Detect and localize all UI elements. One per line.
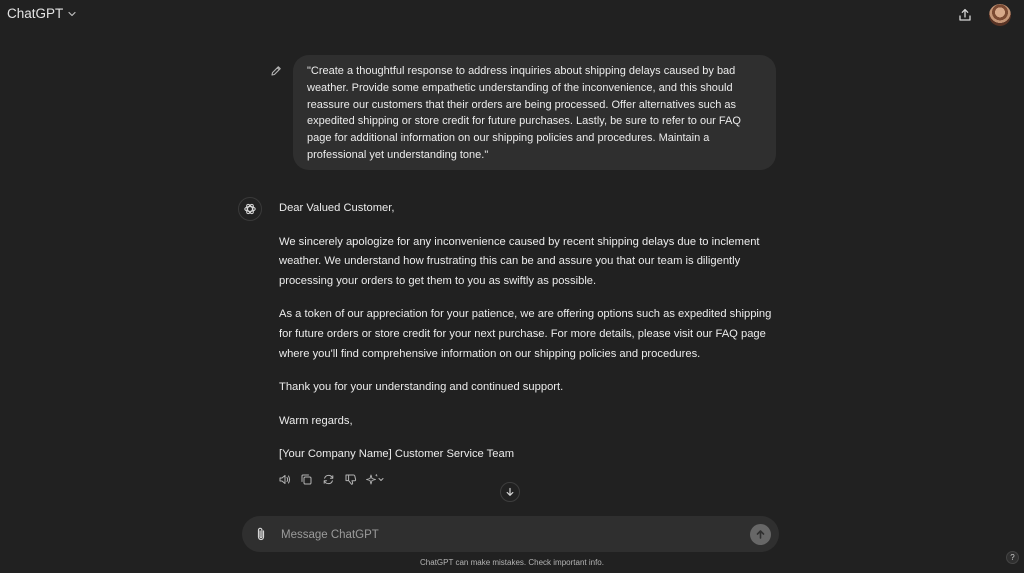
pencil-icon xyxy=(269,64,283,78)
message-actions xyxy=(277,472,385,486)
message-composer xyxy=(242,516,779,552)
user-message-text: "Create a thoughtful response to address inquiries about shipping delays caused by bad weather. Provide some empathetic understanding of the inconvenience, and this should reassure our customers that their orders are being processed. Offer alternatives such as expedited shipping or store credit for future purchases. Lastly, be sure to refer to our FAQ page for additional information on our shipping policies and procedures. Maintain a professional yet understanding tone." xyxy=(307,65,741,161)
send-button[interactable] xyxy=(750,524,771,545)
assistant-paragraph: As a token of our appreciation for your patience, we are offering options such as expedited shipping for future orders or store credit for your next purchase. For more details, please visit our FAQ page where you'll find comprehensive information on our shipping policies and procedures. xyxy=(279,308,772,360)
edit-message-button[interactable] xyxy=(269,64,283,78)
disclaimer-text: ChatGPT can make mistakes. Check important info. xyxy=(420,558,604,567)
dislike-button[interactable] xyxy=(343,472,357,486)
assistant-signature: [Your Company Name] Customer Service Team xyxy=(279,448,515,461)
thumbs-down-icon xyxy=(344,473,357,486)
copy-button[interactable] xyxy=(299,472,313,486)
top-bar xyxy=(0,0,1024,32)
paperclip-icon xyxy=(254,526,268,542)
scroll-to-bottom-button[interactable] xyxy=(500,482,520,502)
attach-button[interactable] xyxy=(252,525,270,543)
model-name: ChatGPT xyxy=(7,6,64,21)
model-picker[interactable] xyxy=(7,6,77,21)
assistant-greeting: Dear Valued Customer, xyxy=(279,202,395,214)
arrow-up-icon xyxy=(755,529,766,540)
regenerate-button[interactable] xyxy=(321,472,335,486)
share-icon xyxy=(958,8,972,22)
user-message-bubble xyxy=(293,55,776,170)
copy-icon xyxy=(300,473,313,486)
assistant-paragraph: Thank you for your understanding and continued support. xyxy=(279,381,564,394)
chevron-down-icon xyxy=(67,9,77,19)
read-aloud-button[interactable] xyxy=(277,472,291,486)
arrow-down-icon xyxy=(505,487,515,497)
message-input[interactable] xyxy=(279,524,713,546)
change-model-button[interactable] xyxy=(365,472,385,486)
sparkle-icon xyxy=(365,473,385,486)
assistant-message xyxy=(279,199,774,479)
share-button[interactable] xyxy=(956,6,974,24)
speaker-icon xyxy=(278,473,291,486)
refresh-icon xyxy=(322,473,335,486)
user-avatar[interactable] xyxy=(989,4,1011,26)
assistant-avatar xyxy=(238,197,262,221)
openai-logo-icon xyxy=(243,202,257,216)
assistant-signoff: Warm regards, xyxy=(279,414,353,427)
assistant-paragraph: We sincerely apologize for any inconvenience caused by recent shipping delays due to inclement weather. We understand how frustrating this can be and assure you that our team is diligently processing your orders to get them to you as swiftly as possible. xyxy=(279,235,760,287)
help-button[interactable]: ? xyxy=(1006,551,1019,564)
